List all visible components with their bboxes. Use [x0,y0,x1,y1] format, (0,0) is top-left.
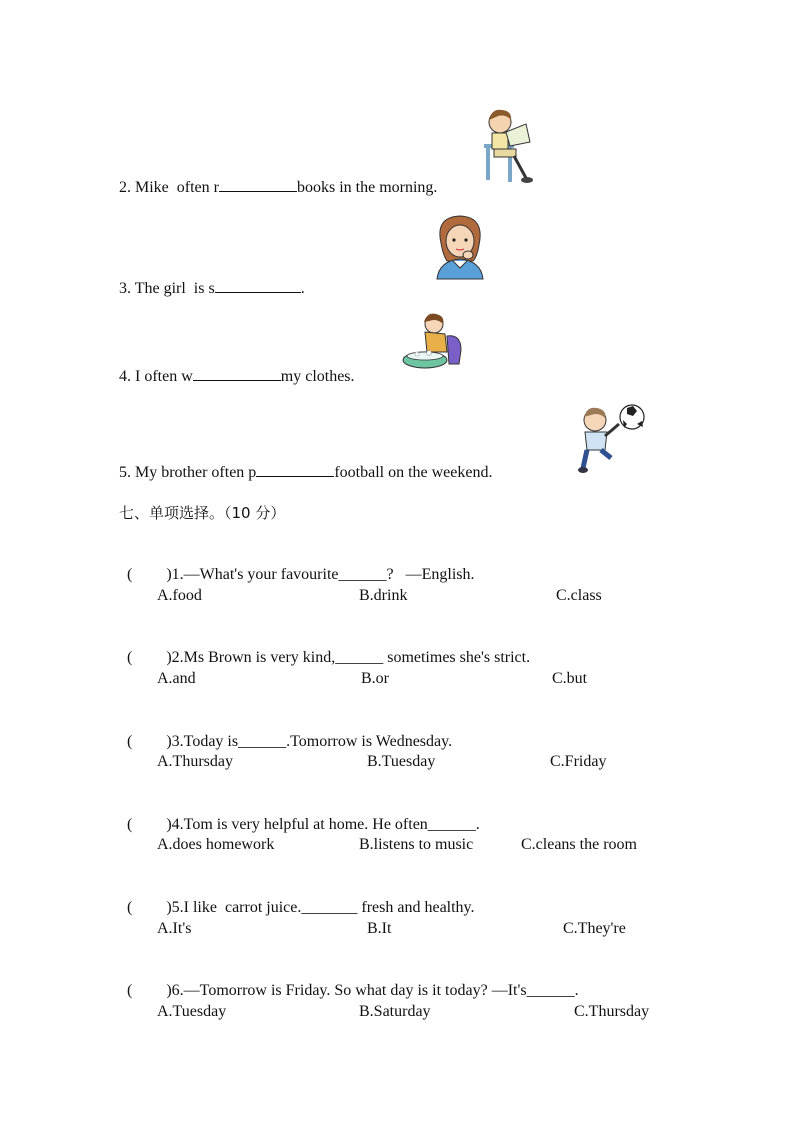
fill-line-2 [119,176,437,198]
answer-paren-open: ( [127,649,133,666]
answer-blank[interactable] [215,277,301,293]
question-number: )4. [166,816,184,833]
option-a[interactable]: A.food [157,587,202,604]
option-a[interactable]: A.and [157,670,196,687]
question-3 [119,711,452,752]
boy-playing-football-icon [571,402,647,476]
fill-suffix: . [300,280,305,297]
answer-paren-open: ( [127,816,133,833]
answer-blank[interactable] [193,365,281,381]
question-2 [119,627,530,668]
question-text: —Tomorrow is Friday. So what day is it today? —It's______. [183,982,579,999]
answer-slot[interactable] [132,731,166,746]
fill-suffix: football on the weekend. [334,464,493,481]
option-b[interactable]: B.Tuesday [367,753,436,770]
fill-line-3 [119,277,305,299]
fill-suffix: my clothes. [280,368,355,385]
girl-thinking-icon [433,213,487,283]
fill-prefix: 5. My brother often p [119,464,257,481]
girl-washing-clothes-icon [401,312,467,376]
fill-prefix: 3. The girl is s [119,280,215,297]
answer-paren-open: ( [127,982,133,999]
fill-prefix: 2. Mike often r [119,179,219,196]
question-text: Tom is very helpful at home. He often______. [183,816,480,833]
option-a[interactable]: A.It's [157,920,192,937]
section-title: 七、单项选择。（10 分） [119,504,286,522]
option-b[interactable]: B.listens to music [359,836,474,853]
fill-suffix: books in the morning. [296,179,438,196]
question-text: —What's your favourite______? —English. [183,566,475,583]
option-b[interactable]: B.drink [359,587,408,604]
option-c[interactable]: C.Thursday [574,1003,650,1020]
question-text: I like carrot juice._______ fresh and healthy. [183,899,475,916]
option-c[interactable]: C.cleans the room [521,836,637,853]
question-number: )5. [166,899,184,916]
answer-slot[interactable] [132,814,166,829]
option-c[interactable]: C.but [552,670,588,687]
fill-prefix: 4. I often w [119,368,193,385]
answer-blank[interactable] [219,176,297,192]
answer-paren-open: ( [127,566,133,583]
question-5 [119,877,475,918]
question-number: )2. [166,649,184,666]
option-b[interactable]: B.or [361,670,389,687]
question-6 [119,960,579,1001]
option-a[interactable]: A.does homework [157,836,275,853]
answer-slot[interactable] [132,564,166,579]
option-c[interactable]: C.class [556,587,602,604]
question-4 [119,794,480,835]
option-b[interactable]: B.Saturday [359,1003,431,1020]
answer-slot[interactable] [132,647,166,662]
question-number: )6. [166,982,184,999]
fill-line-4 [119,365,355,387]
option-a[interactable]: A.Thursday [157,753,233,770]
option-c[interactable]: C.Friday [550,753,607,770]
question-text: Today is______.Tomorrow is Wednesday. [183,733,453,750]
question-1 [119,544,474,585]
answer-slot[interactable] [132,980,166,995]
answer-paren-open: ( [127,733,133,750]
answer-slot[interactable] [132,897,166,912]
question-text: Ms Brown is very kind,______ sometimes she's strict. [183,649,531,666]
answer-paren-open: ( [127,899,133,916]
option-b[interactable]: B.It [367,920,392,937]
question-number: )1. [166,566,184,583]
fill-line-5 [119,461,492,483]
option-c[interactable]: C.They're [563,920,626,937]
question-number: )3. [166,733,184,750]
answer-blank[interactable] [256,461,334,477]
boy-reading-icon [478,106,538,186]
option-a[interactable]: A.Tuesday [157,1003,227,1020]
